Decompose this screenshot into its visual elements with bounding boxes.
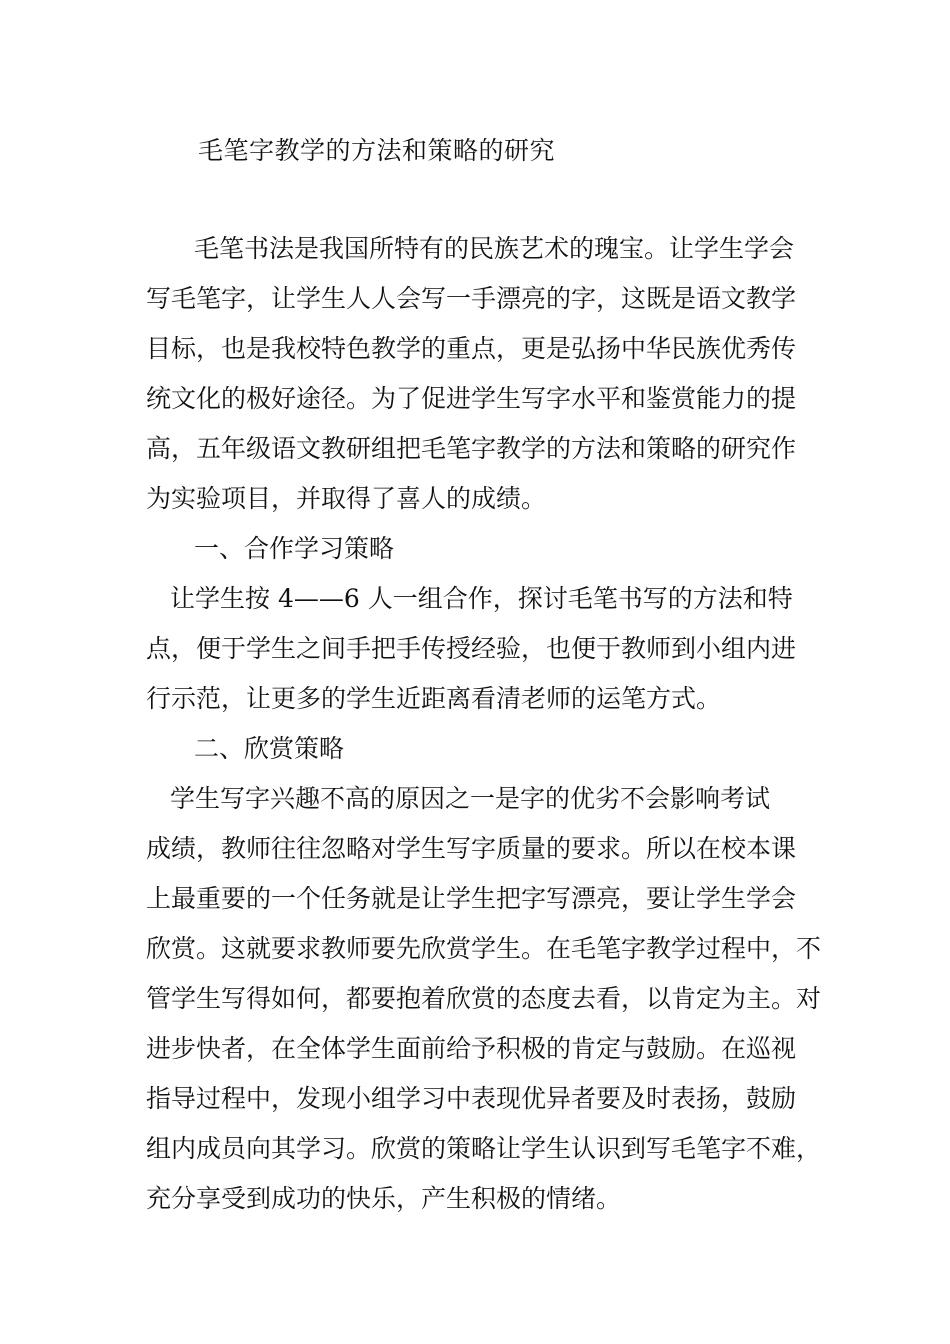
- paragraph-line: 高，五年级语文教研组把毛笔字教学的方法和策略的研究作: [146, 434, 797, 463]
- paragraph-line: 学生写字兴趣不高的原因之一是字的优劣不会影响考试: [170, 784, 771, 813]
- paragraph-line: 点，便于学生之间手把手传授经验，也便于教师到小组内进: [146, 634, 797, 663]
- section-heading-cooperative-learning: 一、合作学习策略: [194, 534, 395, 563]
- paragraph-line: 让学生按 4——6 人一组合作，探讨毛笔书写的方法和特: [170, 584, 793, 613]
- paragraph-line: 欣赏。这就要求教师要先欣赏学生。在毛笔字教学过程中，不: [146, 934, 822, 963]
- paragraph-line: 毛笔书法是我国所特有的民族艺术的瑰宝。让学生学会: [194, 234, 795, 263]
- paragraph-line: 组内成员向其学习。欣赏的策略让学生认识到写毛笔字不难，: [146, 1134, 822, 1163]
- paragraph-line: 进步快者，在全体学生面前给予积极的肯定与鼓励。在巡视: [146, 1034, 797, 1063]
- paragraph-line: 指导过程中，发现小组学习中表现优异者要及时表扬，鼓励: [146, 1084, 797, 1113]
- paragraph-line: 目标，也是我校特色教学的重点，更是弘扬中华民族优秀传: [146, 334, 797, 363]
- paragraph-line: 管学生写得如何，都要抱着欣赏的态度去看，以肯定为主。对: [146, 984, 822, 1013]
- paragraph-line: 上最重要的一个任务就是让学生把字写漂亮，要让学生学会: [146, 884, 797, 913]
- paragraph-line: 统文化的极好途径。为了促进学生写字水平和鉴赏能力的提: [146, 384, 797, 413]
- paragraph-line: 行示范，让更多的学生近距离看清老师的运笔方式。: [146, 684, 722, 713]
- paragraph-line: 写毛笔字，让学生人人会写一手漂亮的字，这既是语文教学: [146, 284, 797, 313]
- document-title: 毛笔字教学的方法和策略的研究: [198, 136, 556, 165]
- section-heading-appreciation: 二、欣赏策略: [194, 734, 345, 763]
- paragraph-line: 为实验项目，并取得了喜人的成绩。: [146, 484, 547, 513]
- paragraph-line: 充分享受到成功的快乐，产生积极的情绪。: [146, 1184, 622, 1213]
- paragraph-line: 成绩，教师往往忽略对学生写字质量的要求。所以在校本课: [146, 834, 797, 863]
